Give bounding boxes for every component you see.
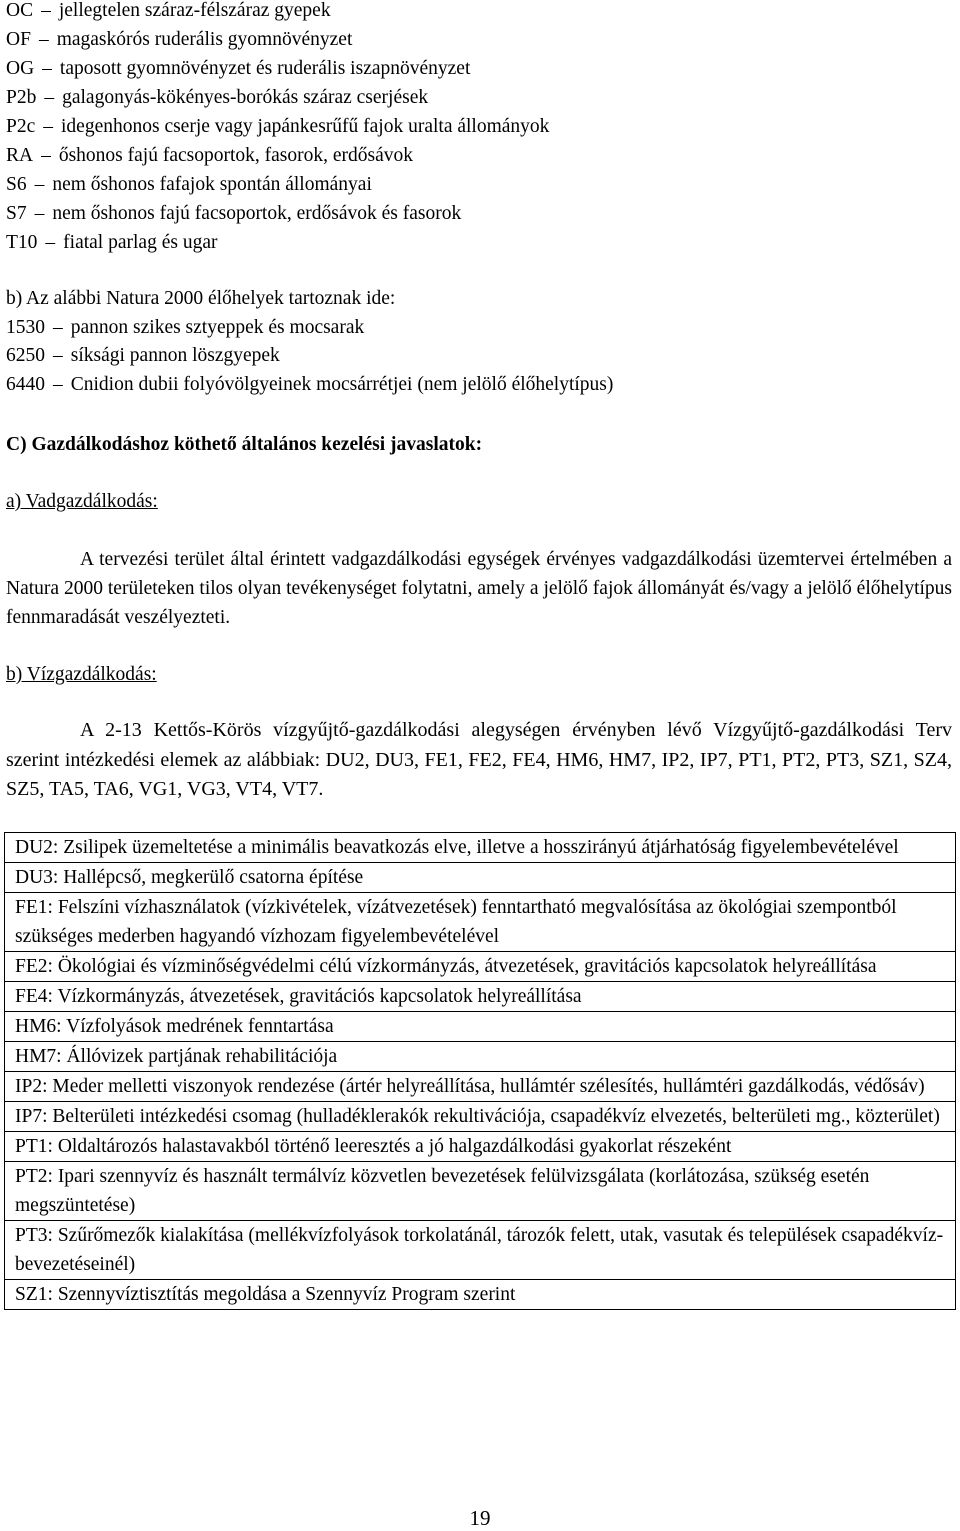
code-list-item: OC – jellegtelen száraz-félszáraz gyepek xyxy=(6,0,331,21)
table-row xyxy=(5,1162,956,1221)
table-row xyxy=(5,1072,956,1102)
measure-cell: FE2: Ökológiai és vízminőségvédelmi célú vízkormányzás, átvezetések, gravitációs kapcsolatok helyreállítása xyxy=(5,952,956,982)
code-list-item: OG – taposott gyomnövényzet és ruderális iszapnövényzet xyxy=(6,58,471,79)
measure-cell: IP2: Meder melletti viszonyok rendezése (ártér helyreállítása, hullámtér szélesítés, hullámtéri gazdálkodás, védősáv) xyxy=(5,1072,956,1102)
code-list-item: S7 – nem őshonos fajú facsoportok, erdősávok és fasorok xyxy=(6,203,462,224)
table-row xyxy=(5,1221,956,1280)
table-row xyxy=(5,982,956,1012)
vizgazdalkodas-paragraph: A 2-13 Kettős-Körös vízgyűjtő-gazdálkodási alegységen érvényben lévő Vízgyűjtő-gazdálkodási Terv szerint intézkedési elemek az alábbiak: DU2, DU3, FE1, FE2, FE4, HM6, HM7, IP2, IP7, PT1, PT2, PT3, SZ1, SZ4, SZ5, TA5, TA6, VG1, VG3, VT4, VT7. xyxy=(6,719,952,800)
measure-cell: PT1: Oldaltározós halastavakból történő leeresztés a jó halgazdálkodási gyakorlat részeként xyxy=(5,1132,956,1162)
code-list-item: P2c – idegenhonos cserje vagy japánkesrűfű fajok uralta állományok xyxy=(6,116,550,137)
section-c-title: C) Gazdálkodáshoz köthető általános kezelési javaslatok: xyxy=(6,434,483,455)
code-list-item: S6 – nem őshonos fafajok spontán állományai xyxy=(6,174,372,195)
measure-cell: DU2: Zsilipek üzemeltetése a minimális beavatkozás elve, illetve a hosszirányú átjárhatóság figyelembevételével xyxy=(5,833,956,863)
measure-cell: HM7: Állóvizek partjának rehabilitációja xyxy=(5,1042,956,1072)
table-row xyxy=(5,833,956,863)
measure-cell: HM6: Vízfolyások medrének fenntartása xyxy=(5,1012,956,1042)
code-list-item: RA – őshonos fajú facsoportok, fasorok, erdősávok xyxy=(6,145,414,166)
measure-cell: PT3: Szűrőmezők kialakítása (mellékvízfolyások torkolatánál, tározók felett, utak, vasutak és települések csapadékvíz-bevezetéseinél) xyxy=(5,1221,956,1280)
page-number: 19 xyxy=(469,1506,491,1530)
measure-cell: DU3: Hallépcső, megkerülő csatorna építése xyxy=(5,863,956,893)
measure-cell: FE4: Vízkormányzás, átvezetések, gravitációs kapcsolatok helyreállítása xyxy=(5,982,956,1012)
code-list-item: OF – magaskórós ruderális gyomnövényzet xyxy=(6,29,353,50)
table-row xyxy=(5,1042,956,1072)
table-row xyxy=(5,1132,956,1162)
measures-table xyxy=(4,832,956,1310)
vizgazdalkodas-heading: b) Vízgazdálkodás: xyxy=(6,664,157,685)
measure-cell: IP7: Belterületi intézkedési csomag (hulladéklerakók rekultivációja, csapadékvíz elvezetés, belterületi mg., közterület) xyxy=(5,1102,956,1132)
natura-item: 1530 – pannon szikes sztyeppek és mocsarak xyxy=(6,317,365,338)
table-row xyxy=(5,893,956,952)
vadgazdalkodas-heading: a) Vadgazdálkodás: xyxy=(6,491,158,512)
natura-item: 6250 – síksági pannon löszgyepek xyxy=(6,345,280,366)
table-row xyxy=(5,1012,956,1042)
table-row xyxy=(5,1102,956,1132)
natura-item: 6440 – Cnidion dubii folyóvölgyeinek mocsárrétjei (nem jelölő élőhelytípus) xyxy=(6,374,614,395)
table-row xyxy=(5,952,956,982)
vadgazdalkodas-paragraph: A tervezési terület által érintett vadgazdálkodási egységek érvényes vadgazdálkodási üzemtervei értelmében a Natura 2000 területeken tilos olyan tevékenységet folytatni, amely a jelölő fajok állományát és/vagy a jelölő élőhelytípus fennmaradását veszélyezteti. xyxy=(6,549,952,628)
measure-cell: SZ1: Szennyvíztisztítás megoldása a Szennyvíz Program szerint xyxy=(5,1280,956,1310)
table-row xyxy=(5,863,956,893)
measure-cell: FE1: Felszíni vízhasználatok (vízkivételek, vízátvezetések) fenntartható megvalósítása az ökológiai szempontból szükséges mederben hagyandó vízhozam figyelembevételével xyxy=(5,893,956,952)
code-list-item: P2b – galagonyás-kökényes-borókás száraz cserjések xyxy=(6,87,429,108)
measure-cell: PT2: Ipari szennyvíz és használt termálvíz közvetlen bevezetések felülvizsgálata (korlátozása, szükség esetén megszüntetése) xyxy=(5,1162,956,1221)
table-row xyxy=(5,1280,956,1310)
natura-heading: b) Az alábbi Natura 2000 élőhelyek tartoznak ide: xyxy=(6,288,396,309)
code-list-item: T10 – fiatal parlag és ugar xyxy=(6,232,218,253)
